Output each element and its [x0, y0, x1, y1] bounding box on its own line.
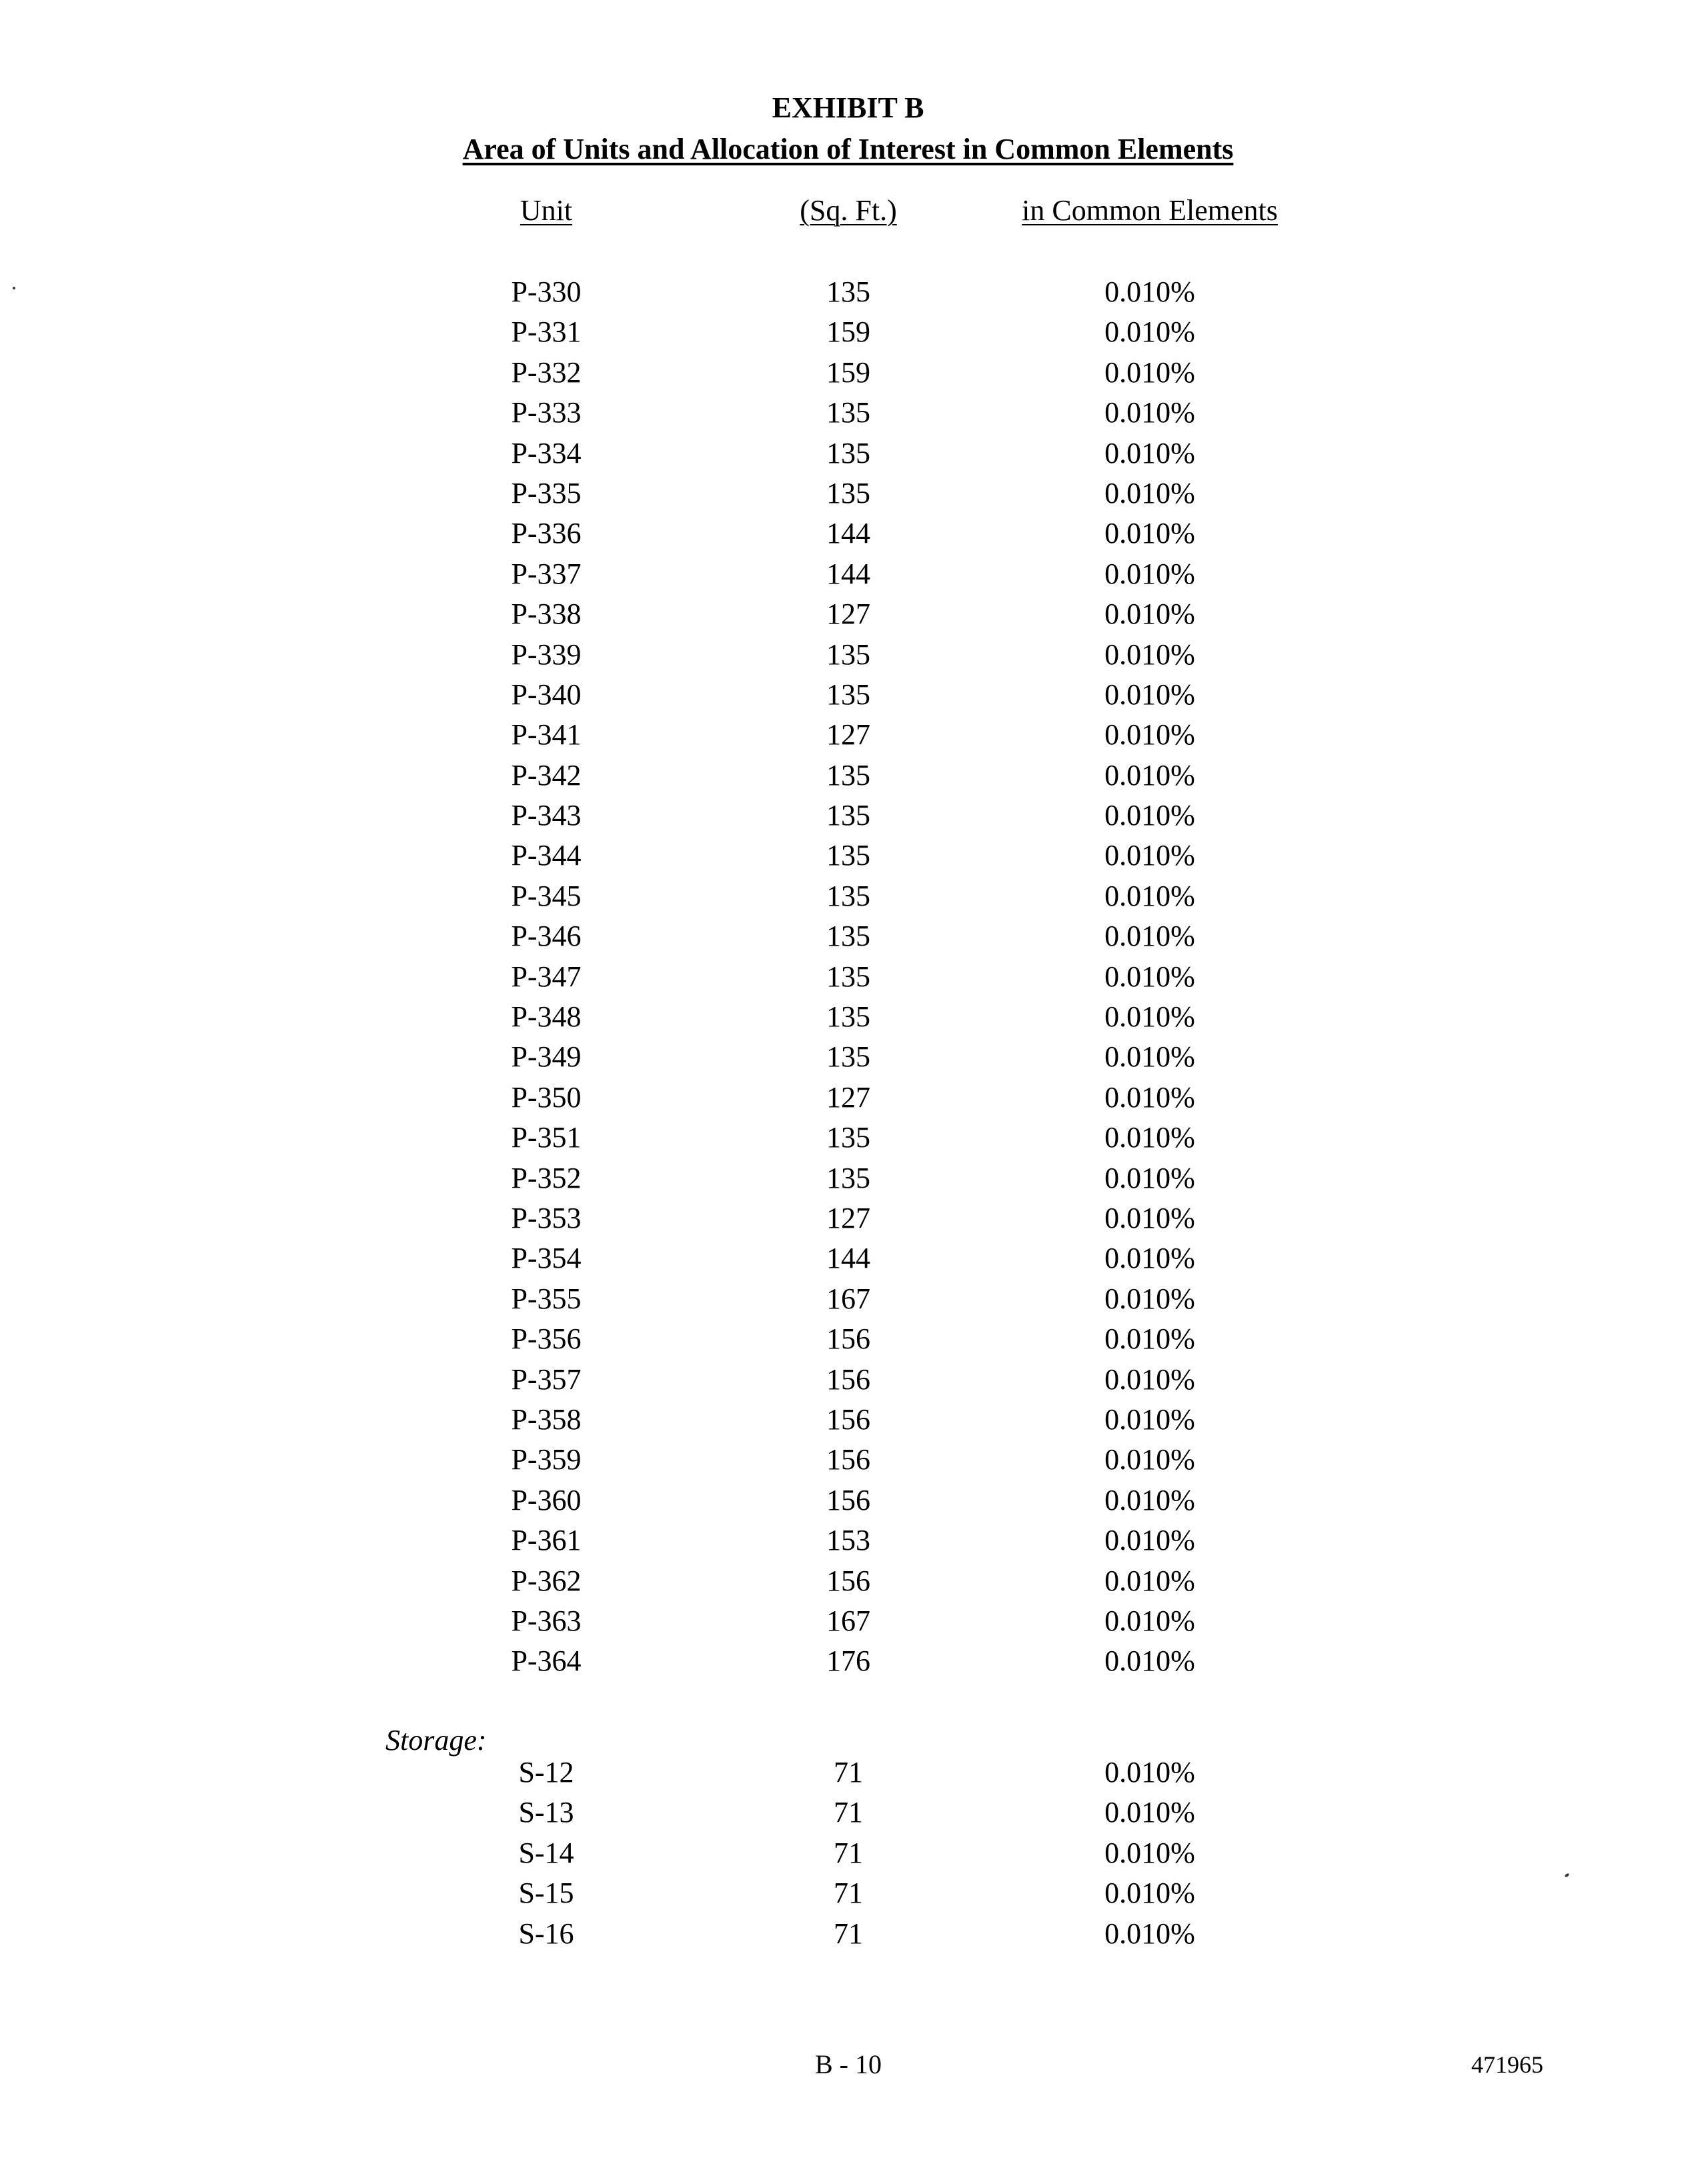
interest-cell: 0.010%: [1104, 275, 1195, 308]
exhibit-subtitle: Area of Units and Allocation of Interest in Common Elements: [462, 133, 1234, 165]
area-cell: 156: [826, 1362, 870, 1396]
interest-cell: 0.010%: [1104, 1201, 1195, 1234]
interest-cell: 0.010%: [1104, 1604, 1195, 1637]
interest-cell: 0.010%: [1104, 638, 1195, 671]
unit-cell: P-330: [511, 275, 582, 308]
table-row: [0, 1601, 1696, 1641]
interest-cell: 0.010%: [1104, 396, 1195, 429]
unit-cell: P-338: [511, 598, 582, 631]
table-row: [0, 433, 1696, 473]
unit-cell: P-357: [511, 1362, 582, 1396]
table-row: [0, 756, 1696, 796]
interest-cell: 0.010%: [1104, 315, 1195, 349]
table-row: [0, 1158, 1696, 1198]
area-cell: 135: [826, 396, 870, 429]
interest-cell: 0.010%: [1104, 1524, 1195, 1557]
table-row: [0, 393, 1696, 433]
area-cell: 159: [826, 315, 870, 349]
area-cell: 135: [826, 1000, 870, 1034]
area-cell: 135: [826, 879, 870, 912]
interest-cell: 0.010%: [1104, 1161, 1195, 1194]
unit-cell: P-341: [511, 718, 582, 752]
unit-cell: P-362: [511, 1564, 582, 1597]
unit-cell: P-349: [511, 1040, 582, 1074]
table-row: [0, 1561, 1696, 1601]
area-cell: 144: [826, 557, 870, 590]
interest-cell: 0.010%: [1104, 1877, 1195, 1910]
area-cell: 135: [826, 1161, 870, 1194]
unit-cell: P-355: [511, 1282, 582, 1315]
interest-cell: 0.010%: [1104, 1040, 1195, 1074]
storage-section-label: Storage:: [385, 1724, 487, 1757]
unit-cell: P-346: [511, 920, 582, 953]
table-row: [0, 675, 1696, 715]
unit-cell: P-364: [511, 1645, 582, 1678]
table-row: [0, 1360, 1696, 1400]
area-cell: 71: [834, 1796, 863, 1829]
table-row: [0, 635, 1696, 675]
unit-cell: S-14: [518, 1836, 574, 1869]
table-row: [0, 1833, 1696, 1873]
table-row: [0, 1440, 1696, 1480]
interest-cell: 0.010%: [1104, 1121, 1195, 1154]
area-cell: 159: [826, 355, 870, 389]
area-cell: 144: [826, 517, 870, 550]
column-header-unit: Unit: [520, 194, 573, 227]
table-row: [0, 554, 1696, 594]
unit-cell: P-336: [511, 517, 582, 550]
interest-cell: 0.010%: [1104, 678, 1195, 711]
area-cell: 167: [826, 1604, 870, 1637]
area-cell: 135: [826, 839, 870, 872]
unit-cell: S-13: [518, 1796, 574, 1829]
area-cell: 135: [826, 678, 870, 711]
interest-cell: 0.010%: [1104, 1917, 1195, 1950]
unit-cell: P-351: [511, 1121, 582, 1154]
table-row: [0, 796, 1696, 836]
table-row: [0, 272, 1696, 312]
interest-cell: 0.010%: [1104, 839, 1195, 872]
interest-cell: 0.010%: [1104, 758, 1195, 792]
table-row: [0, 1118, 1696, 1158]
column-header-area: (Sq. Ft.): [800, 194, 897, 227]
interest-cell: 0.010%: [1104, 1836, 1195, 1869]
table-row: [0, 1319, 1696, 1359]
unit-cell: P-354: [511, 1242, 582, 1275]
table-row: [0, 1793, 1696, 1833]
area-cell: 167: [826, 1282, 870, 1315]
exhibit-title: EXHIBIT B: [772, 91, 924, 124]
interest-cell: 0.010%: [1104, 517, 1195, 550]
scan-speck: [13, 287, 15, 289]
unit-cell: P-352: [511, 1161, 582, 1194]
document-number: 471965: [1471, 2051, 1543, 2078]
table-row: [0, 1480, 1696, 1520]
interest-cell: 0.010%: [1104, 1282, 1195, 1315]
unit-cell: P-340: [511, 678, 582, 711]
area-cell: 135: [826, 638, 870, 671]
unit-cell: P-331: [511, 315, 582, 349]
area-cell: 156: [826, 1402, 870, 1436]
table-row: [0, 1198, 1696, 1238]
interest-cell: 0.010%: [1104, 1443, 1195, 1476]
parking-units-table: [0, 272, 1696, 1682]
area-cell: 156: [826, 1322, 870, 1356]
interest-cell: 0.010%: [1104, 1000, 1195, 1034]
interest-cell: 0.010%: [1104, 920, 1195, 953]
area-cell: 144: [826, 1242, 870, 1275]
unit-cell: P-334: [511, 436, 582, 469]
area-cell: 135: [826, 1040, 870, 1074]
interest-cell: 0.010%: [1104, 1322, 1195, 1356]
unit-cell: P-350: [511, 1080, 582, 1114]
page-number: B - 10: [815, 2049, 882, 2079]
interest-cell: 0.010%: [1104, 476, 1195, 509]
area-cell: 135: [826, 920, 870, 953]
unit-cell: P-335: [511, 476, 582, 509]
unit-cell: P-363: [511, 1604, 582, 1637]
unit-cell: P-333: [511, 396, 582, 429]
table-row: [0, 473, 1696, 513]
area-cell: 71: [834, 1756, 863, 1789]
storage-units-table: [0, 1753, 1696, 1954]
unit-cell: P-356: [511, 1322, 582, 1356]
interest-cell: 0.010%: [1104, 436, 1195, 469]
unit-cell: P-337: [511, 557, 582, 590]
interest-cell: 0.010%: [1104, 960, 1195, 993]
unit-cell: S-12: [518, 1756, 574, 1789]
area-cell: 71: [834, 1917, 863, 1950]
area-cell: 127: [826, 1201, 870, 1234]
table-row: [0, 513, 1696, 554]
table-row: [0, 715, 1696, 755]
table-row: [0, 1037, 1696, 1077]
area-cell: 135: [826, 275, 870, 308]
interest-cell: 0.010%: [1104, 1796, 1195, 1829]
table-row: [0, 916, 1696, 956]
interest-cell: 0.010%: [1104, 1756, 1195, 1789]
column-header-interest: in Common Elements: [1022, 194, 1278, 227]
area-cell: 135: [826, 476, 870, 509]
table-row: [0, 1520, 1696, 1560]
unit-cell: P-358: [511, 1402, 582, 1436]
table-row: [0, 1078, 1696, 1118]
unit-cell: P-344: [511, 839, 582, 872]
unit-cell: S-16: [518, 1917, 574, 1950]
area-cell: 135: [826, 960, 870, 993]
unit-cell: S-15: [518, 1877, 574, 1910]
table-row: [0, 312, 1696, 352]
table-row: [0, 353, 1696, 393]
unit-cell: P-359: [511, 1443, 582, 1476]
unit-cell: P-345: [511, 879, 582, 912]
table-row: [0, 876, 1696, 916]
table-row: [0, 1873, 1696, 1913]
unit-cell: P-343: [511, 799, 582, 832]
interest-cell: 0.010%: [1104, 1080, 1195, 1114]
area-cell: 135: [826, 436, 870, 469]
interest-cell: 0.010%: [1104, 879, 1195, 912]
area-cell: 156: [826, 1564, 870, 1597]
area-cell: 156: [826, 1443, 870, 1476]
table-row: [0, 1279, 1696, 1319]
table-row: [0, 1400, 1696, 1440]
interest-cell: 0.010%: [1104, 1362, 1195, 1396]
unit-cell: P-339: [511, 638, 582, 671]
table-row: [0, 836, 1696, 876]
table-row: [0, 594, 1696, 634]
table-row: [0, 1914, 1696, 1954]
area-cell: 127: [826, 1080, 870, 1114]
area-cell: 135: [826, 758, 870, 792]
unit-cell: P-347: [511, 960, 582, 993]
unit-cell: P-353: [511, 1201, 582, 1234]
interest-cell: 0.010%: [1104, 355, 1195, 389]
interest-cell: 0.010%: [1104, 1564, 1195, 1597]
table-row: [0, 997, 1696, 1037]
area-cell: 127: [826, 598, 870, 631]
interest-cell: 0.010%: [1104, 1483, 1195, 1516]
table-row: [0, 1641, 1696, 1681]
unit-cell: P-342: [511, 758, 582, 792]
area-cell: 135: [826, 799, 870, 832]
area-cell: 71: [834, 1877, 863, 1910]
unit-cell: P-360: [511, 1483, 582, 1516]
interest-cell: 0.010%: [1104, 718, 1195, 752]
area-cell: 135: [826, 1121, 870, 1154]
unit-cell: P-332: [511, 355, 582, 389]
interest-cell: 0.010%: [1104, 1645, 1195, 1678]
area-cell: 71: [834, 1836, 863, 1869]
table-row: [0, 1753, 1696, 1793]
table-row: [0, 957, 1696, 997]
interest-cell: 0.010%: [1104, 799, 1195, 832]
unit-cell: P-361: [511, 1524, 582, 1557]
area-cell: 156: [826, 1483, 870, 1516]
table-row: [0, 1238, 1696, 1278]
interest-cell: 0.010%: [1104, 598, 1195, 631]
area-cell: 153: [826, 1524, 870, 1557]
area-cell: 127: [826, 718, 870, 752]
interest-cell: 0.010%: [1104, 1242, 1195, 1275]
unit-cell: P-348: [511, 1000, 582, 1034]
area-cell: 176: [826, 1645, 870, 1678]
interest-cell: 0.010%: [1104, 557, 1195, 590]
interest-cell: 0.010%: [1104, 1402, 1195, 1436]
